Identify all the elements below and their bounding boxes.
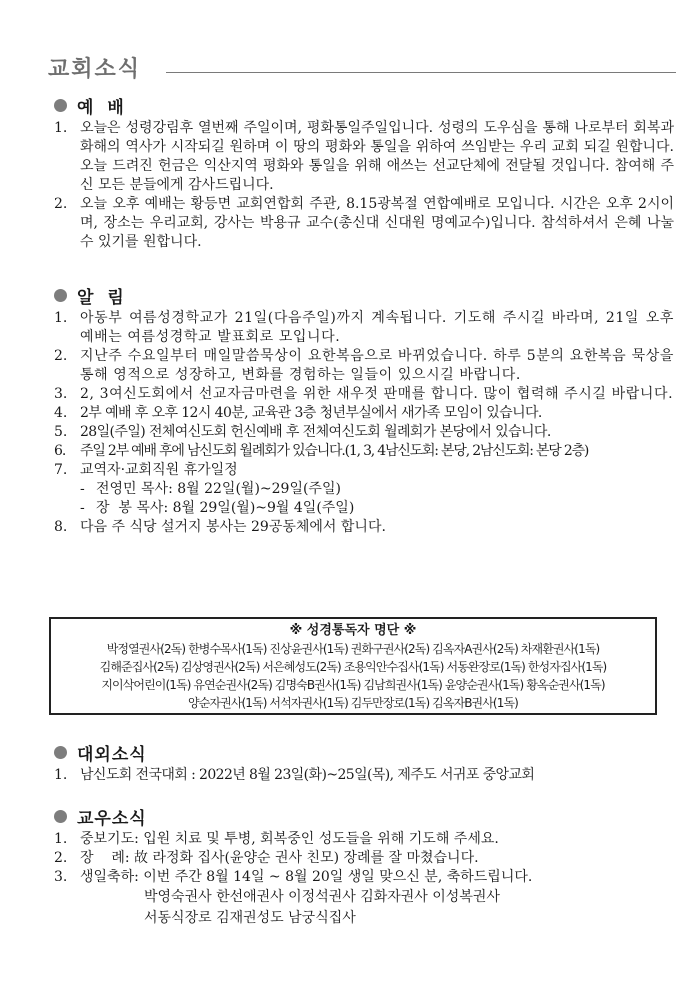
- list-item: [54, 195, 674, 252]
- worship-heading: [54, 93, 674, 117]
- bible-reading-box: [49, 617, 657, 715]
- bible-box-line: 지이삭어린이(1독) 유연순권사(2독) 김명숙B권사(1독) 김남희권사(1독) 윤양순권사(1독) 황옥순권사(1독): [101, 678, 605, 692]
- item-text: 아동부 여름성경학교가 21일(다음주일)까지 계속됩니다. 기도해 주시길 바라며, 21일 오후예배는 여름성경학교 발표회로 모입니다.: [80, 310, 674, 345]
- dash: -: [80, 500, 85, 516]
- page-title: 교회소식: [48, 57, 142, 82]
- external-list: [54, 766, 674, 785]
- item-text: 교역자·교회직원 휴가일정: [80, 462, 238, 478]
- item-number: 1.: [54, 831, 68, 847]
- item-number: 3.: [54, 869, 68, 885]
- vacation-text: 전영민 목사: 8월 22일(월)~29일(주일): [96, 481, 341, 497]
- bullet-icon: [54, 289, 67, 302]
- bible-box-title: ※ 성경통독자 명단 ※: [289, 623, 417, 638]
- vacation-item: [54, 480, 674, 499]
- list-item: [54, 766, 674, 785]
- bullet-icon: [54, 746, 67, 759]
- list-item: [54, 442, 674, 461]
- external-section: [54, 740, 674, 785]
- item-number: 8.: [54, 519, 68, 535]
- item-number: 3.: [54, 386, 68, 402]
- list-item: [54, 309, 674, 347]
- notice-list: [54, 309, 674, 537]
- worship-section: [54, 93, 674, 252]
- list-item: [54, 461, 674, 480]
- list-item: [54, 347, 674, 385]
- birthday-names: 박영숙권사 한선애권사 이정석권사 김화자권사 이성복권사: [144, 889, 500, 905]
- item-number: 2.: [54, 348, 68, 364]
- bullet-icon: [54, 810, 67, 823]
- item-text: 2부 예배 후 오후 12시 40분, 교육관 3층 청년부실에서 새가족 모임이 있습니다.: [80, 405, 542, 421]
- list-item: [54, 423, 674, 442]
- members-list: [54, 830, 674, 929]
- item-number: 2.: [54, 196, 68, 212]
- item-text: 남신도회 전국대회 : 2022년 8월 23일(화)~25일(목), 제주도 서귀포 중앙교회: [80, 767, 535, 783]
- item-number: 6.: [54, 443, 66, 459]
- item-number: 1.: [54, 310, 68, 326]
- item-number: 1.: [54, 120, 68, 136]
- bible-box-line: 양순자권사(1독) 서석자권사(1독) 김두만장로(1독) 김옥자B권사(1독): [188, 696, 518, 710]
- vacation-text: 장 봉 목사: 8월 29일(월)~9월 4일(주일): [96, 500, 355, 516]
- external-heading: [54, 740, 674, 764]
- list-item: [54, 404, 674, 423]
- birthday-names: 서동식장로 김재권성도 남궁식집사: [144, 910, 356, 926]
- title-divider: [166, 72, 676, 73]
- members-title: 교우소식: [77, 808, 147, 829]
- item-number: 4.: [54, 405, 68, 421]
- item-number: 1.: [54, 767, 68, 783]
- page-header: [48, 50, 678, 90]
- bible-box-line: 김해준집사(2독) 김상영권사(2독) 서은혜성도(2독) 조용익안수집사(1독) 서동완장로(1독) 한성자집사(1독): [99, 660, 607, 674]
- members-section: [54, 804, 674, 929]
- external-title: 대외소식: [77, 744, 147, 765]
- list-item: [54, 518, 674, 537]
- list-item: [54, 830, 674, 849]
- item-text: 2, 3여신도회에서 선교자금마련을 위한 새우젓 판매를 합니다. 많이 협력해 주시길 바랍니다.: [80, 386, 674, 402]
- dash: -: [80, 481, 85, 497]
- item-text: 다음 주 식당 설거지 봉사는 29공동체에서 합니다.: [80, 519, 386, 535]
- list-item: [54, 868, 674, 887]
- item-number: 7.: [54, 462, 68, 478]
- list-item: [54, 385, 674, 404]
- item-text: 28일(주일) 전체여신도회 헌신예배 후 전체여신도회 월례회가 본당에서 있습니다.: [80, 424, 551, 440]
- bible-box-line: 박정열권사(2독) 한병수목사(1독) 진상윤권사(1독) 권화구권사(2독) 김옥자A권사(2독) 차재환권사(1독): [106, 642, 600, 656]
- list-item: [54, 119, 674, 195]
- item-text: 오늘 오후 예배는 황등면 교회연합회 주관, 8.15광복절 연합예배로 모입니다. 시간은 오후 2시이며, 장소는 우리교회, 강사는 박용규 교수(총신대 신대원 명예교수)입니다. 참석하셔서 은혜 나눌 수 있기를 원합니다.: [80, 196, 674, 250]
- vacation-item: [54, 499, 674, 518]
- worship-list: [54, 119, 674, 252]
- item-text: 장 례: 故 라정화 집사(윤양순 권사 친모) 장례를 잘 마쳤습니다.: [80, 850, 479, 866]
- item-text: 오늘은 성령강림후 열번째 주일이며, 평화통일주일입니다. 성령의 도우심을 통해 나로부터 회복과 화해의 역사가 시작되길 원하며 이 땅의 평화와 통일을 위하여 쓰임받는 우리 교회 되길 원합니다. 오늘 드려진 헌금은 익산지역 평화와 통일을 위해 애쓰는 선교단체에 전달될 것입니다. 참여해 주신 모든 분들에게 감사드립니다.: [80, 120, 674, 193]
- item-number: 2.: [54, 850, 68, 866]
- list-item: [54, 849, 674, 868]
- item-number: 5.: [54, 424, 68, 440]
- item-text: 주일 2부 예배 후에 남신도회 월례회가 있습니다.(1, 3, 4남신도회: 본당, 2남신도회: 본당 2층): [80, 443, 589, 459]
- bullet-icon: [54, 99, 67, 112]
- notice-title: 알 림: [77, 287, 128, 308]
- notice-section: [54, 283, 674, 537]
- item-text: 중보기도: 입원 치료 및 투병, 회복중인 성도들을 위해 기도해 주세요.: [80, 831, 499, 847]
- item-text: 생일축하: 이번 주간 8월 14일 ~ 8월 20일 생일 맞으신 분, 축하드립니다.: [80, 869, 533, 885]
- item-text: 지난주 수요일부터 매일말씀묵상이 요한복음으로 바뀌었습니다. 하루 5분의 요한복음 묵상을 통해 영적으로 성장하고, 변화를 경험하는 일들이 있으시길 바랍니다.: [80, 348, 674, 383]
- members-heading: [54, 804, 674, 828]
- worship-title: 예 배: [77, 97, 128, 118]
- notice-heading: [54, 283, 674, 307]
